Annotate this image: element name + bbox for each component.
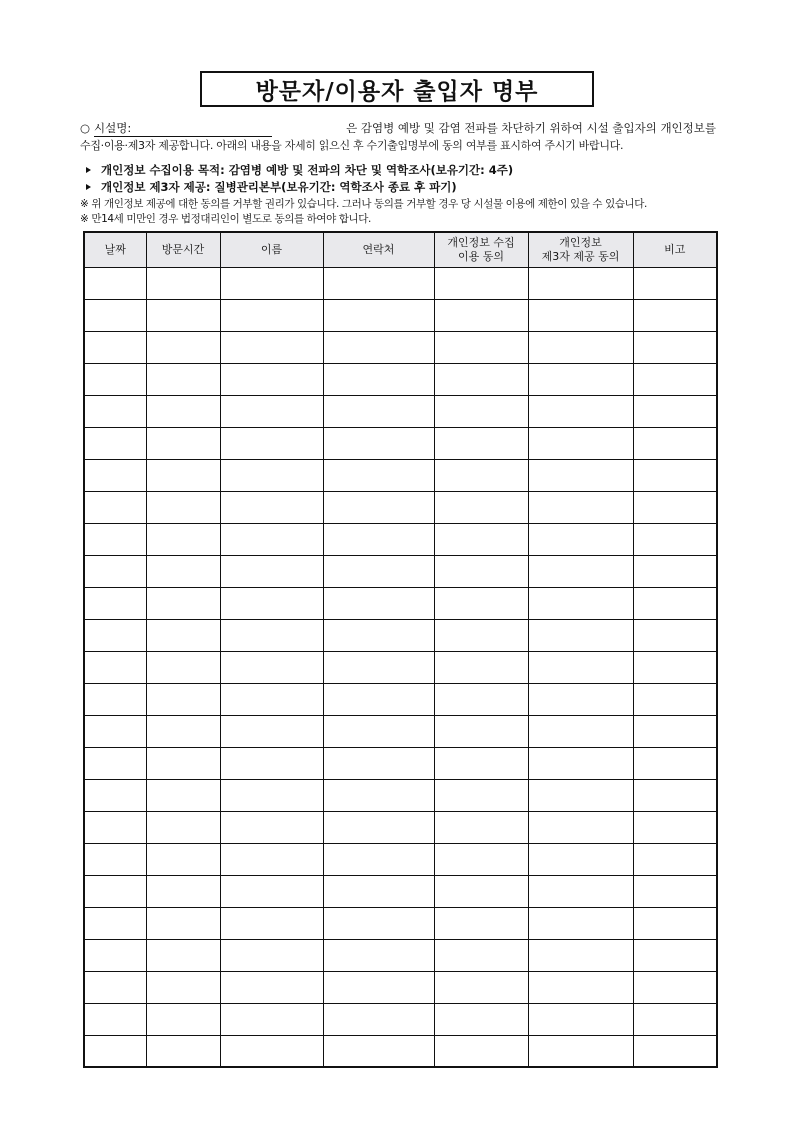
triangle-bullet-icon (86, 184, 91, 190)
visit-time-cell[interactable] (146, 683, 220, 715)
contact-cell[interactable] (323, 939, 434, 971)
note-refusal-right: ※ 위 개인정보 제공에 대한 동의를 거부할 권리가 있습니다. 그러나 동의를 거부할 경우 당 시설물 이용에 제한이 있을 수 있습니다. (80, 198, 647, 210)
visit-time-cell[interactable] (146, 459, 220, 491)
name-cell[interactable] (220, 843, 323, 875)
remarks-cell[interactable] (633, 971, 717, 1003)
table-row (84, 971, 717, 1003)
third-party-consent-cell[interactable] (528, 683, 633, 715)
date-cell[interactable] (84, 427, 146, 459)
date-cell[interactable] (84, 523, 146, 555)
date-cell[interactable] (84, 971, 146, 1003)
date-cell[interactable] (84, 1003, 146, 1035)
remarks-cell[interactable] (633, 779, 717, 811)
name-cell[interactable] (220, 267, 323, 299)
name-cell[interactable] (220, 715, 323, 747)
table-row (84, 267, 717, 299)
contact-cell[interactable] (323, 267, 434, 299)
visit-time-cell[interactable] (146, 363, 220, 395)
date-cell[interactable] (84, 811, 146, 843)
visit-time-cell[interactable] (146, 619, 220, 651)
remarks-cell[interactable] (633, 267, 717, 299)
third-party-consent-cell[interactable] (528, 747, 633, 779)
table-row (84, 363, 717, 395)
remarks-cell[interactable] (633, 587, 717, 619)
visit-time-cell[interactable] (146, 1003, 220, 1035)
date-cell[interactable] (84, 395, 146, 427)
date-cell[interactable] (84, 331, 146, 363)
contact-cell[interactable] (323, 299, 434, 331)
table-row (84, 555, 717, 587)
table-row (84, 1035, 717, 1067)
table-row (84, 523, 717, 555)
visit-time-cell[interactable] (146, 1035, 220, 1067)
collection-consent-cell[interactable] (434, 779, 528, 811)
table-row (84, 875, 717, 907)
contact-cell[interactable] (323, 459, 434, 491)
date-cell[interactable] (84, 491, 146, 523)
table-row (84, 843, 717, 875)
remarks-cell[interactable] (633, 555, 717, 587)
name-cell[interactable] (220, 939, 323, 971)
intro-line-1 (80, 119, 716, 137)
contact-cell[interactable] (323, 747, 434, 779)
date-cell[interactable] (84, 843, 146, 875)
third-party-consent-cell[interactable] (528, 715, 633, 747)
remarks-cell[interactable] (633, 683, 717, 715)
third-party-consent-cell[interactable] (528, 1035, 633, 1067)
table-row (84, 683, 717, 715)
header-contact: 연락처 (323, 232, 434, 267)
visit-time-cell[interactable] (146, 747, 220, 779)
contact-cell[interactable] (323, 971, 434, 1003)
contact-cell[interactable] (323, 811, 434, 843)
date-cell[interactable] (84, 939, 146, 971)
contact-cell[interactable] (323, 875, 434, 907)
third-party-consent-cell[interactable] (528, 523, 633, 555)
intro-line-2: 수집·이용·제3자 제공합니다. 아래의 내용을 자세히 읽으신 후 수기출입명부에 동의 여부를 표시하여 주시기 바랍니다. (80, 139, 624, 152)
contact-cell[interactable] (323, 715, 434, 747)
contact-cell[interactable] (323, 331, 434, 363)
table-row (84, 331, 717, 363)
remarks-cell[interactable] (633, 331, 717, 363)
table-row (84, 459, 717, 491)
collection-consent-cell[interactable] (434, 683, 528, 715)
header-name: 이름 (220, 232, 323, 267)
collection-consent-cell[interactable] (434, 747, 528, 779)
date-cell[interactable] (84, 907, 146, 939)
third-party-consent-cell[interactable] (528, 395, 633, 427)
collection-consent-cell[interactable] (434, 363, 528, 395)
date-cell[interactable] (84, 587, 146, 619)
date-cell[interactable] (84, 363, 146, 395)
header-third-party-consent: 개인정보 제3자 제공 동의 (528, 232, 633, 267)
name-cell[interactable] (220, 1003, 323, 1035)
contact-cell[interactable] (323, 843, 434, 875)
collection-consent-cell[interactable] (434, 427, 528, 459)
header-collection-consent: 개인정보 수집 이용 동의 (434, 232, 528, 267)
contact-cell[interactable] (323, 523, 434, 555)
table-row (84, 907, 717, 939)
visit-time-cell[interactable] (146, 523, 220, 555)
name-cell[interactable] (220, 363, 323, 395)
collection-consent-cell[interactable] (434, 875, 528, 907)
table-row (84, 427, 717, 459)
remarks-cell[interactable] (633, 395, 717, 427)
contact-cell[interactable] (323, 907, 434, 939)
collection-consent-cell[interactable] (434, 843, 528, 875)
name-cell[interactable] (220, 907, 323, 939)
third-party-consent-cell[interactable] (528, 363, 633, 395)
remarks-cell[interactable] (633, 459, 717, 491)
contact-cell[interactable] (323, 587, 434, 619)
facility-name-label: 시설명: (94, 121, 132, 135)
remarks-cell[interactable] (633, 843, 717, 875)
name-cell[interactable] (220, 875, 323, 907)
visit-time-cell[interactable] (146, 395, 220, 427)
date-cell[interactable] (84, 715, 146, 747)
third-party-consent-cell[interactable] (528, 939, 633, 971)
contact-cell[interactable] (323, 779, 434, 811)
purpose-list (86, 162, 726, 196)
contact-cell[interactable] (323, 491, 434, 523)
circle-bullet-icon: ○ (80, 121, 91, 135)
visit-time-cell[interactable] (146, 875, 220, 907)
contact-cell[interactable] (323, 1003, 434, 1035)
date-cell[interactable] (84, 619, 146, 651)
header-remarks: 비고 (633, 232, 717, 267)
date-cell[interactable] (84, 651, 146, 683)
visit-time-cell[interactable] (146, 971, 220, 1003)
table-row (84, 395, 717, 427)
collection-consent-cell[interactable] (434, 1003, 528, 1035)
remarks-cell[interactable] (633, 651, 717, 683)
third-party-consent-cell[interactable] (528, 587, 633, 619)
date-cell[interactable] (84, 779, 146, 811)
table-row (84, 587, 717, 619)
name-cell[interactable] (220, 459, 323, 491)
table-row (84, 1003, 717, 1035)
third-party-text: 개인정보 제3자 제공: 질병관리본부(보유기간: 역학조사 종료 후 파기) (101, 180, 457, 194)
intro-line-1-text: 은 감염병 예방 및 감염 전파를 차단하기 위하여 시설 출입자의 개인정보를 (346, 121, 716, 135)
contact-cell[interactable] (323, 651, 434, 683)
purpose-item (86, 162, 726, 179)
table-row (84, 619, 717, 651)
table-row (84, 651, 717, 683)
visit-time-cell[interactable] (146, 587, 220, 619)
visit-time-cell[interactable] (146, 939, 220, 971)
remarks-cell[interactable] (633, 747, 717, 779)
date-cell[interactable] (84, 555, 146, 587)
third-party-consent-cell[interactable] (528, 971, 633, 1003)
third-party-consent-cell[interactable] (528, 459, 633, 491)
facility-field (80, 119, 272, 137)
name-cell[interactable] (220, 427, 323, 459)
visit-time-cell[interactable] (146, 907, 220, 939)
name-cell[interactable] (220, 523, 323, 555)
intro-paragraph (80, 119, 716, 155)
visit-time-cell[interactable] (146, 843, 220, 875)
collection-consent-cell[interactable] (434, 331, 528, 363)
page-title: 방문자/이용자 출입자 명부 (200, 71, 594, 107)
remarks-cell[interactable] (633, 491, 717, 523)
collection-consent-cell[interactable] (434, 523, 528, 555)
visit-time-cell[interactable] (146, 715, 220, 747)
third-party-consent-cell[interactable] (528, 267, 633, 299)
contact-cell[interactable] (323, 363, 434, 395)
contact-cell[interactable] (323, 683, 434, 715)
visit-time-cell[interactable] (146, 299, 220, 331)
collection-consent-cell[interactable] (434, 939, 528, 971)
collection-consent-cell[interactable] (434, 491, 528, 523)
third-party-consent-cell[interactable] (528, 299, 633, 331)
remarks-cell[interactable] (633, 363, 717, 395)
visit-time-cell[interactable] (146, 491, 220, 523)
table-body (84, 267, 717, 1067)
name-cell[interactable] (220, 811, 323, 843)
table-row (84, 939, 717, 971)
visit-time-cell[interactable] (146, 779, 220, 811)
name-cell[interactable] (220, 619, 323, 651)
third-party-consent-cell[interactable] (528, 907, 633, 939)
remarks-cell[interactable] (633, 299, 717, 331)
third-party-consent-cell[interactable] (528, 619, 633, 651)
visitor-log-table (83, 231, 718, 1068)
remarks-cell[interactable] (633, 619, 717, 651)
collection-consent-cell[interactable] (434, 587, 528, 619)
remarks-cell[interactable] (633, 427, 717, 459)
collection-consent-cell[interactable] (434, 267, 528, 299)
name-cell[interactable] (220, 1035, 323, 1067)
collection-consent-cell[interactable] (434, 715, 528, 747)
remarks-cell[interactable] (633, 907, 717, 939)
third-party-item (86, 179, 726, 196)
name-cell[interactable] (220, 299, 323, 331)
contact-cell[interactable] (323, 555, 434, 587)
table-row (84, 491, 717, 523)
visit-time-cell[interactable] (146, 331, 220, 363)
date-cell[interactable] (84, 299, 146, 331)
name-cell[interactable] (220, 331, 323, 363)
collection-consent-cell[interactable] (434, 299, 528, 331)
contact-cell[interactable] (323, 427, 434, 459)
name-cell[interactable] (220, 779, 323, 811)
collection-consent-cell[interactable] (434, 555, 528, 587)
collection-consent-cell[interactable] (434, 1035, 528, 1067)
visit-time-cell[interactable] (146, 555, 220, 587)
date-cell[interactable] (84, 459, 146, 491)
third-party-consent-cell[interactable] (528, 555, 633, 587)
purpose-text: 개인정보 수집이용 목적: 감염병 예방 및 전파의 차단 및 역학조사(보유기간: 4주) (101, 163, 514, 177)
third-party-consent-cell[interactable] (528, 843, 633, 875)
visit-time-cell[interactable] (146, 651, 220, 683)
collection-consent-cell[interactable] (434, 651, 528, 683)
visit-time-cell[interactable] (146, 811, 220, 843)
table-row (84, 811, 717, 843)
header-visit-time: 방문시간 (146, 232, 220, 267)
collection-consent-cell[interactable] (434, 907, 528, 939)
third-party-consent-cell[interactable] (528, 811, 633, 843)
contact-cell[interactable] (323, 395, 434, 427)
third-party-consent-cell[interactable] (528, 331, 633, 363)
table-row (84, 747, 717, 779)
third-party-consent-cell[interactable] (528, 875, 633, 907)
remarks-cell[interactable] (633, 939, 717, 971)
date-cell[interactable] (84, 747, 146, 779)
third-party-consent-cell[interactable] (528, 491, 633, 523)
contact-cell[interactable] (323, 1035, 434, 1067)
remarks-cell[interactable] (633, 1035, 717, 1067)
name-cell[interactable] (220, 651, 323, 683)
note-minor-consent: ※ 만14세 미만인 경우 법정대리인이 별도로 동의를 하여야 합니다. (80, 213, 371, 225)
name-cell[interactable] (220, 971, 323, 1003)
remarks-cell[interactable] (633, 811, 717, 843)
collection-consent-cell[interactable] (434, 811, 528, 843)
remarks-cell[interactable] (633, 523, 717, 555)
visit-time-cell[interactable] (146, 427, 220, 459)
name-cell[interactable] (220, 491, 323, 523)
third-party-consent-cell[interactable] (528, 1003, 633, 1035)
table-header-row (84, 232, 717, 267)
table-row (84, 299, 717, 331)
third-party-consent-cell[interactable] (528, 651, 633, 683)
triangle-bullet-icon (86, 167, 91, 173)
table-row (84, 779, 717, 811)
name-cell[interactable] (220, 587, 323, 619)
third-party-consent-cell[interactable] (528, 427, 633, 459)
name-cell[interactable] (220, 395, 323, 427)
collection-consent-cell[interactable] (434, 619, 528, 651)
name-cell[interactable] (220, 747, 323, 779)
date-cell[interactable] (84, 1035, 146, 1067)
date-cell[interactable] (84, 875, 146, 907)
collection-consent-cell[interactable] (434, 395, 528, 427)
table-row (84, 715, 717, 747)
date-cell[interactable] (84, 683, 146, 715)
remarks-cell[interactable] (633, 1003, 717, 1035)
third-party-consent-cell[interactable] (528, 779, 633, 811)
remarks-cell[interactable] (633, 875, 717, 907)
collection-consent-cell[interactable] (434, 459, 528, 491)
notes (80, 197, 720, 227)
remarks-cell[interactable] (633, 715, 717, 747)
visit-time-cell[interactable] (146, 267, 220, 299)
contact-cell[interactable] (323, 619, 434, 651)
name-cell[interactable] (220, 555, 323, 587)
collection-consent-cell[interactable] (434, 971, 528, 1003)
name-cell[interactable] (220, 683, 323, 715)
date-cell[interactable] (84, 267, 146, 299)
header-date: 날짜 (84, 232, 146, 267)
facility-name-field[interactable] (94, 121, 272, 137)
